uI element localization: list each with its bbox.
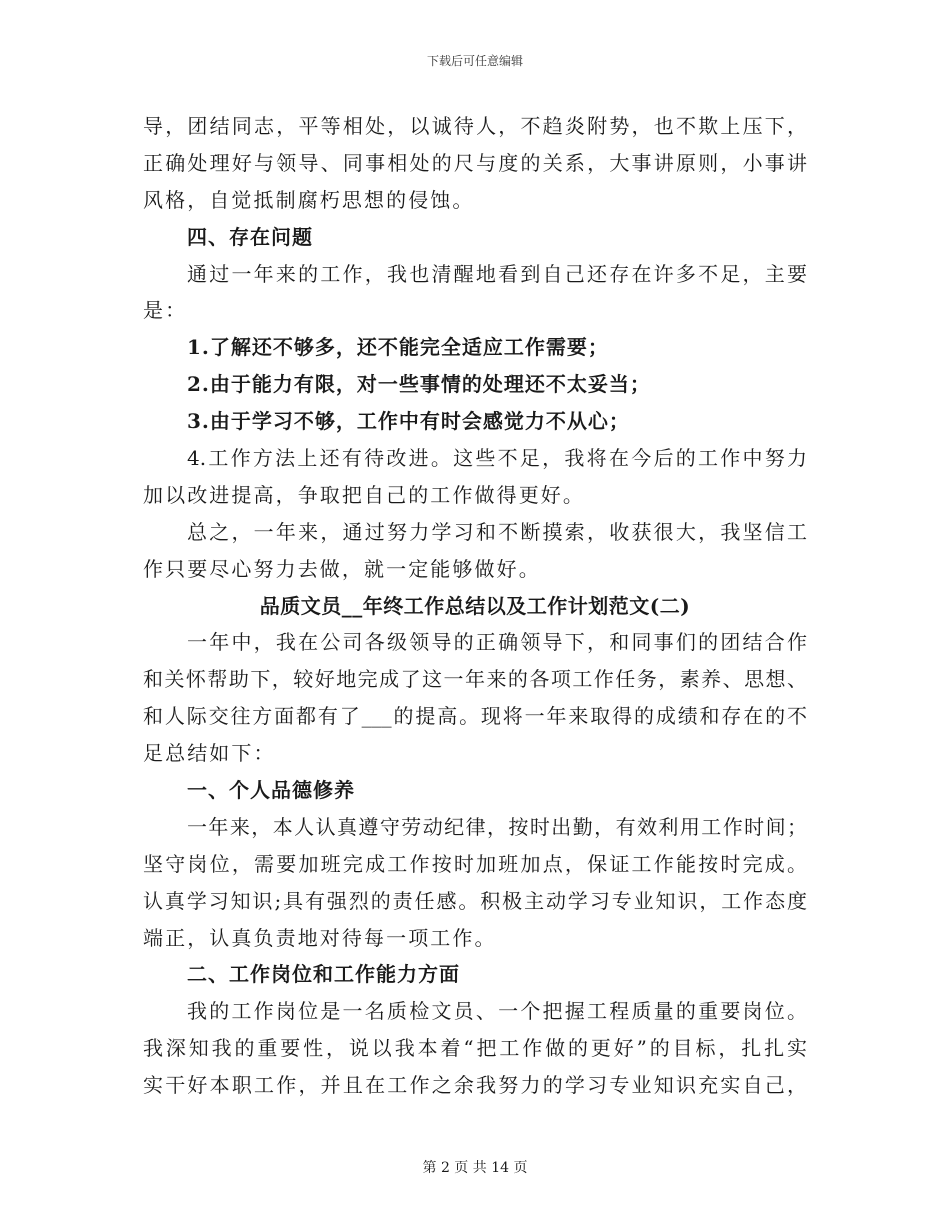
paragraph-line: 我深知我的重要性，说以我本着“把工作做的更好”的目标，扎扎实 [143,1036,807,1061]
list-item-bold: 2.由于能力有限，对一些事情的处理还不太妥当； [187,372,651,397]
paragraph-line: 是： [143,298,188,323]
paragraph-line: 足总结如下： [143,741,276,766]
paragraph-line: 坚守岗位，需要加班完成工作按时加班加点，保证工作能按时完成。 [143,851,807,876]
paragraph-line: 一年中，我在公司各级领导的正确领导下，和同事们的团结合作 [187,630,807,655]
paragraph-line: 正确处理好与领导、同事相处的尺与度的关系，大事讲原则，小事讲 [143,150,807,175]
paragraph-line: 我的工作岗位是一名质检文员、一个把握工程质量的重要岗位。 [187,999,807,1024]
paragraph-line: 风格，自觉抵制腐朽思想的侵蚀。 [143,187,475,212]
paragraph-line: 和关怀帮助下，较好地完成了这一年来的各项工作任务，素养、思想、 [143,667,807,692]
paragraph-line: 实干好本职工作，并且在工作之余我努力的学习专业知识充实自己， [143,1073,807,1098]
list-item-bold: 1.了解还不够多，还不能完全适应工作需要； [187,335,609,360]
section-heading-position: 二、工作岗位和工作能力方面 [187,962,460,987]
paragraph-line: 作只要尽心努力去做，就一定能够做好。 [143,556,541,581]
document-body [143,108,807,1104]
paragraph-line: 导，团结同志，平等相处，以诚待人，不趋炎附势，也不欺上压下， [143,114,807,138]
paragraph-line: 总之，一年来，通过努力学习和不断摸索，收获很大，我坚信工 [187,519,807,544]
page-header-note: 下载后可任意编辑 [426,54,523,68]
document-title: 品质文员__年终工作总结以及工作计划范文(二) [259,593,691,618]
section-heading-problems: 四、存在问题 [187,224,313,249]
paragraph-line: 认真学习知识;具有强烈的责任感。积极主动学习专业知识，工作态度 [143,888,807,913]
paragraph-line: 一年来，本人认真遵守劳动纪律，按时出勤，有效利用工作时间； [187,814,807,839]
paragraph-line: 和人际交往方面都有了___的提高。现将一年来取得的成绩和存在的不 [143,704,807,729]
paragraph-line: 通过一年来的工作，我也清醒地看到自己还存在许多不足，主要 [187,261,807,286]
list-item-bold: 3.由于学习不够，工作中有时会感觉力不从心； [187,409,630,434]
section-heading-character: 一、个人品德修养 [187,778,355,803]
paragraph-line: 端正，认真负责地对待每一项工作。 [143,925,497,950]
paragraph-line: 加以改进提高，争取把自己的工作做得更好。 [143,482,585,507]
page-number: 第 2 页 共 14 页 [422,1160,528,1176]
list-item: 4.工作方法上还有待改进。这些不足，我将在今后的工作中努力 [187,446,807,471]
